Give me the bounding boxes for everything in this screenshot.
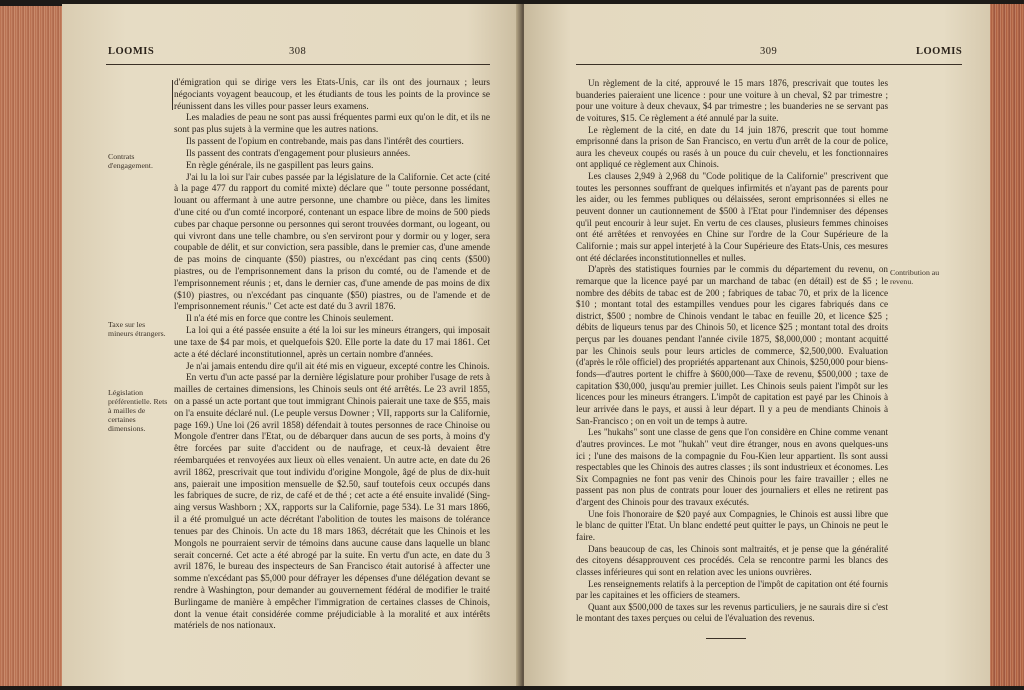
right-page-text <box>576 78 888 625</box>
right-paragraph: Le règlement de la cité, en date du 14 juin 1876, prescrit que tout homme emprisonné dans la prison de San Francisco, en vertu d'un arrêt de la cour de police, aura les cheveux coupés ou rasés à un pouce du cuir chevelu, et les fonctionnaires ont appliqué ce règlement aux Chinois. <box>576 124 888 170</box>
left-page-text <box>174 78 490 633</box>
left-paragraph: Ils passent de l'opium en contrebande, mais pas dans l'intérêt des courtiers. <box>186 137 464 148</box>
left-running-head: LOOMIS <box>108 46 155 57</box>
left-paragraph: En vertu d'un acte passé par la dernière législature pour prohiber l'usage de rets à mailles de certaines dimensions, les Chinois seuls ont été arrêtés. Le 23 avril 1855, on a passé un acte portant que tout immigrant Chinois paierait une taxe de $55, mais on l'a ensuite déclaré nul. (Le peuple versus Downer ; VII, rapports sur la Californie, page 169.) Une loi (26 avril 1858) défendait à toutes personnes de race Chinoise ou Mongole d'entrer dans l'Etat, ou de débarquer dans aucun de ses ports, à moins d'y être forcées par suite d'accident ou de naufrage, et ceux-là devaient être réembarquées et renvoyées aux lieux où elles venaient. Un autre acte, en date du 26 avril 1862, prescrivait que tout individu d'origine Mongole, âgé de plus de dix-huit ans, paierait une imposition mensuelle de $2.50, sauf toutefois ceux occupés dans les fabriques de sucre, de riz, de café et de thé ; cet acte a été ensuite invalidé (Sing-aing versus Washborn ; XX, rapports sur la Californie, page 534). Le 31 mars 1866, il a été promulgué un acte décrétant l'abolition de toutes les maisons de tolérance tenues par des Chinois. Un acte du 18 mars 1863, décrétait que les Chinois et les Mongols ne pourraient servir de témoins dans aucune cause dans laquelle un blanc serait concerné. Cet acte a été abrogé par la suite. En vertu d'un acte, en date du 3 avril 1876, le bureau des inspecteurs de San Francisco était autorisé à affecter une somme n'excédant pas $5,000 pour défrayer les dépenses d'une délégation devant se rendre à Washington, pour demander au gouvernement fédéral de modifier le traité Burlingame de manière à empêcher l'immigration de certaines classes de Chinois, dont la venue était considérée comme préjudiciable à la moralité et aux intérêts matériels de nos nationaux. <box>174 373 490 632</box>
left-paragraph: Ils passent des contrats d'engagement pour plusieurs années. <box>186 148 411 159</box>
left-paragraph: En règle générale, ils ne gaspillent pas leurs gains. <box>186 160 374 171</box>
margin-note-contribution: Contribution au revenu. <box>890 268 940 286</box>
left-paragraph: Il n'a été mis en force que contre les Chinois seulement. <box>186 314 394 325</box>
right-paragraph: Les "hukahs" sont une classe de gens que l'on considère en Chine comme venant d'autres provinces. Le mot "hukah" veut dire étranger, nous en avons quelques-uns ici ; l'une des maisons de la compagnie du Fou-Kien leur appartient. Ils sont aussi respectables que les Chinois des autres classes ; ils sont industrieux et économes. Les Six Compagnies ne font pas venir des Chinois pour les faire travailler ; elles ne passent pas non plus de contrats pour louer des journaliers et elles ne retirent pas d'argent des Chinois pour des travaux exécutés. <box>576 427 888 508</box>
book-edge-left <box>0 6 68 686</box>
right-running-head: LOOMIS <box>916 46 963 57</box>
left-page-number: 308 <box>289 46 307 57</box>
right-paragraph: Un règlement de la cité, approuvé le 15 mars 1876, prescrivait que toutes les buanderies paieraient une licence : pour une voiture à un cheval, $2 par trimestre ; pour une voiture à deux chevaux, $4 par trimestre ; les buanderies ne se servant pas de voitures, $15. Ce règlement a été annulé par la suite. <box>576 78 888 123</box>
right-paragraph: Dans beaucoup de cas, les Chinois sont maltraités, et je pense que la généralité des citoyens désapprouvent ces procédés. Cela se rencontre parmi les blancs des classes inférieures qui sont en relation avec les unions ouvrières. <box>576 543 888 577</box>
left-paragraph: Je n'ai jamais entendu dire qu'il ait été mis en vigueur, excepté contre les Chinois. <box>186 361 490 372</box>
book-edge-right <box>986 4 1024 686</box>
right-paragraph: D'après des statistiques fournies par le commis du département du revenu, on remarque que la licence payé par un marchand de tabac (en détail) est de $5 ; le nombre des débits de tabac est de 200 ; fabriques de tabac 70, et prix de la licence $10 ; montant total des estampilles vendues pour les cigares fabriqués dans ce district, $500 ; nombre de Chinois vendant le tabac en feuille 20, et licence $25 ; débits de liqueurs tenus par des Chinois 50, et licence $25 ; montant total des droits perçus par les douanes pendant l'année civile 1875, $8,000,000 ; montant acquitté par les Chinois seuls pour leurs articles de commerce, $2,500,000. Evaluation (d'après le rôle officiel) des propriétés appartenant aux Chinois, $250,000 pour biens-fonds—d'autres portent le chiffre à $600,000—Taxe de revenu, $500,000 ; taxe de capitation $30,000, jusqu'au premier juillet. Les Chinois seuls paient l'impôt sur les licences pour les mineurs étrangers. L'impôt de capitation est payé par les Chinois à leur arrivée dans le pays, et aussi à leur départ. Il y a peu de mendiants Chinois à San-Francisco ; on en voit un de temps à autre. <box>576 264 888 426</box>
left-paragraph: J'ai lu la loi sur l'air cubes passée par la législature de la Californie. Cet acte (cité à la page 477 du rapport du comité mixte) déclare que " toute personne possédant, louant ou affermant à une autre personne, une chambre ou pièce, dans les limites d'une cité ou d'un comté incorporé, contenant un espace libre de moins de 500 pieds cubes par chaque personne ou personnes qui seront trouvées dormant, ou logeant, ou qui vivront dans une telle chambre, ou s'en serviront pour y dormir ou y loger, sera coupable de délit, et sur conviction, sera passible, dans le premier cas, d'une amende de pas moins de cinquante ($50) piastres, ou n'excédant pas cinq cents ($500) piastres, ou de l'emprisonnement dans la prison du comté, ou de l'amende et de l'emprisonnement réunis ; et, dans le dernier cas, d'une amende de pas moins de dix ($10) piastres, ou n'excédant pas cinquante ($50) piastres, ou de l'amende et de l'emprisonnement réunis." Cet acte est daté du 3 avril 1876. <box>174 172 490 313</box>
right-closing-rule <box>706 638 746 639</box>
right-header-rule <box>576 64 962 65</box>
right-paragraph: Les clauses 2,949 à 2,968 du "Code politique de la Californie" prescrivent que toutes les personnes souffrant de quelques infirmités et n'ayant pas de parents pour les aider, ou les femmes publiques ou délaissées, seront emprisonnées si elles ne peuvent donner un cautionnement de $500 à l'Etat pour l'indemniser des dépenses qu'il peut encourir à leur sujet. En vertu de ces clauses, plusieurs femmes chinoises ont été arrêtées et renvoyées en Chine sur l'ordre de la Cour Supérieure de la Californie ; mais sur appel interjeté à la Cour Supérieure des Etats-Unis, ces mesures ont été déclarées inconstitutionnelles et nulles. <box>576 171 888 263</box>
right-paragraph: Quant aux $500,000 de taxes sur les revenus particuliers, je ne saurais dire si c'est le montant des taxes perçues ou celui de l'évaluation des revenus. <box>576 601 888 624</box>
margin-note-taxe: Taxe sur les mineurs étrangers. <box>108 320 166 338</box>
left-paragraph: d'émigration qui se dirige vers les Etats-Unis, car ils ont des journaux ; leurs négociants voyagent beaucoup, et les étudiants de tous les points de la province se réunissent dans les villes pour passer leurs examens. <box>174 78 490 112</box>
margin-note-legislation: Législation préférentielle. Rets à mailles de certaines dimensions. <box>108 388 168 433</box>
right-paragraph: Les renseignements relatifs à la perception de l'impôt de capitation ont été fournis par les capitaines et les officiers de steamers. <box>576 578 888 601</box>
left-paragraph: Les maladies de peau ne sont pas aussi fréquentes parmi eux qu'on le dit, et ils ne sont pas plus sujets à la vermine que les autres nations. <box>174 113 490 136</box>
left-paragraph: La loi qui a été passée ensuite a été la loi sur les mineurs étrangers, qui imposait une taxe de $4 par mois, et quelquefois $20. Elle porte la date du 17 mai 1861. Cet acte a été déclaré inconstitutionnel, après un certain nombre d'années. <box>174 326 490 360</box>
right-paragraph: Une fois l'honoraire de $20 payé aux Compagnies, le Chinois est aussi libre que le blanc de quitter l'Etat. Un blanc endetté peut quitter le pays, un Chinois ne peut le faire. <box>576 508 888 542</box>
margin-note-contrats: Contrats d'engagement. <box>108 152 153 170</box>
left-header-rule <box>106 64 490 65</box>
right-page-number: 309 <box>760 46 778 57</box>
